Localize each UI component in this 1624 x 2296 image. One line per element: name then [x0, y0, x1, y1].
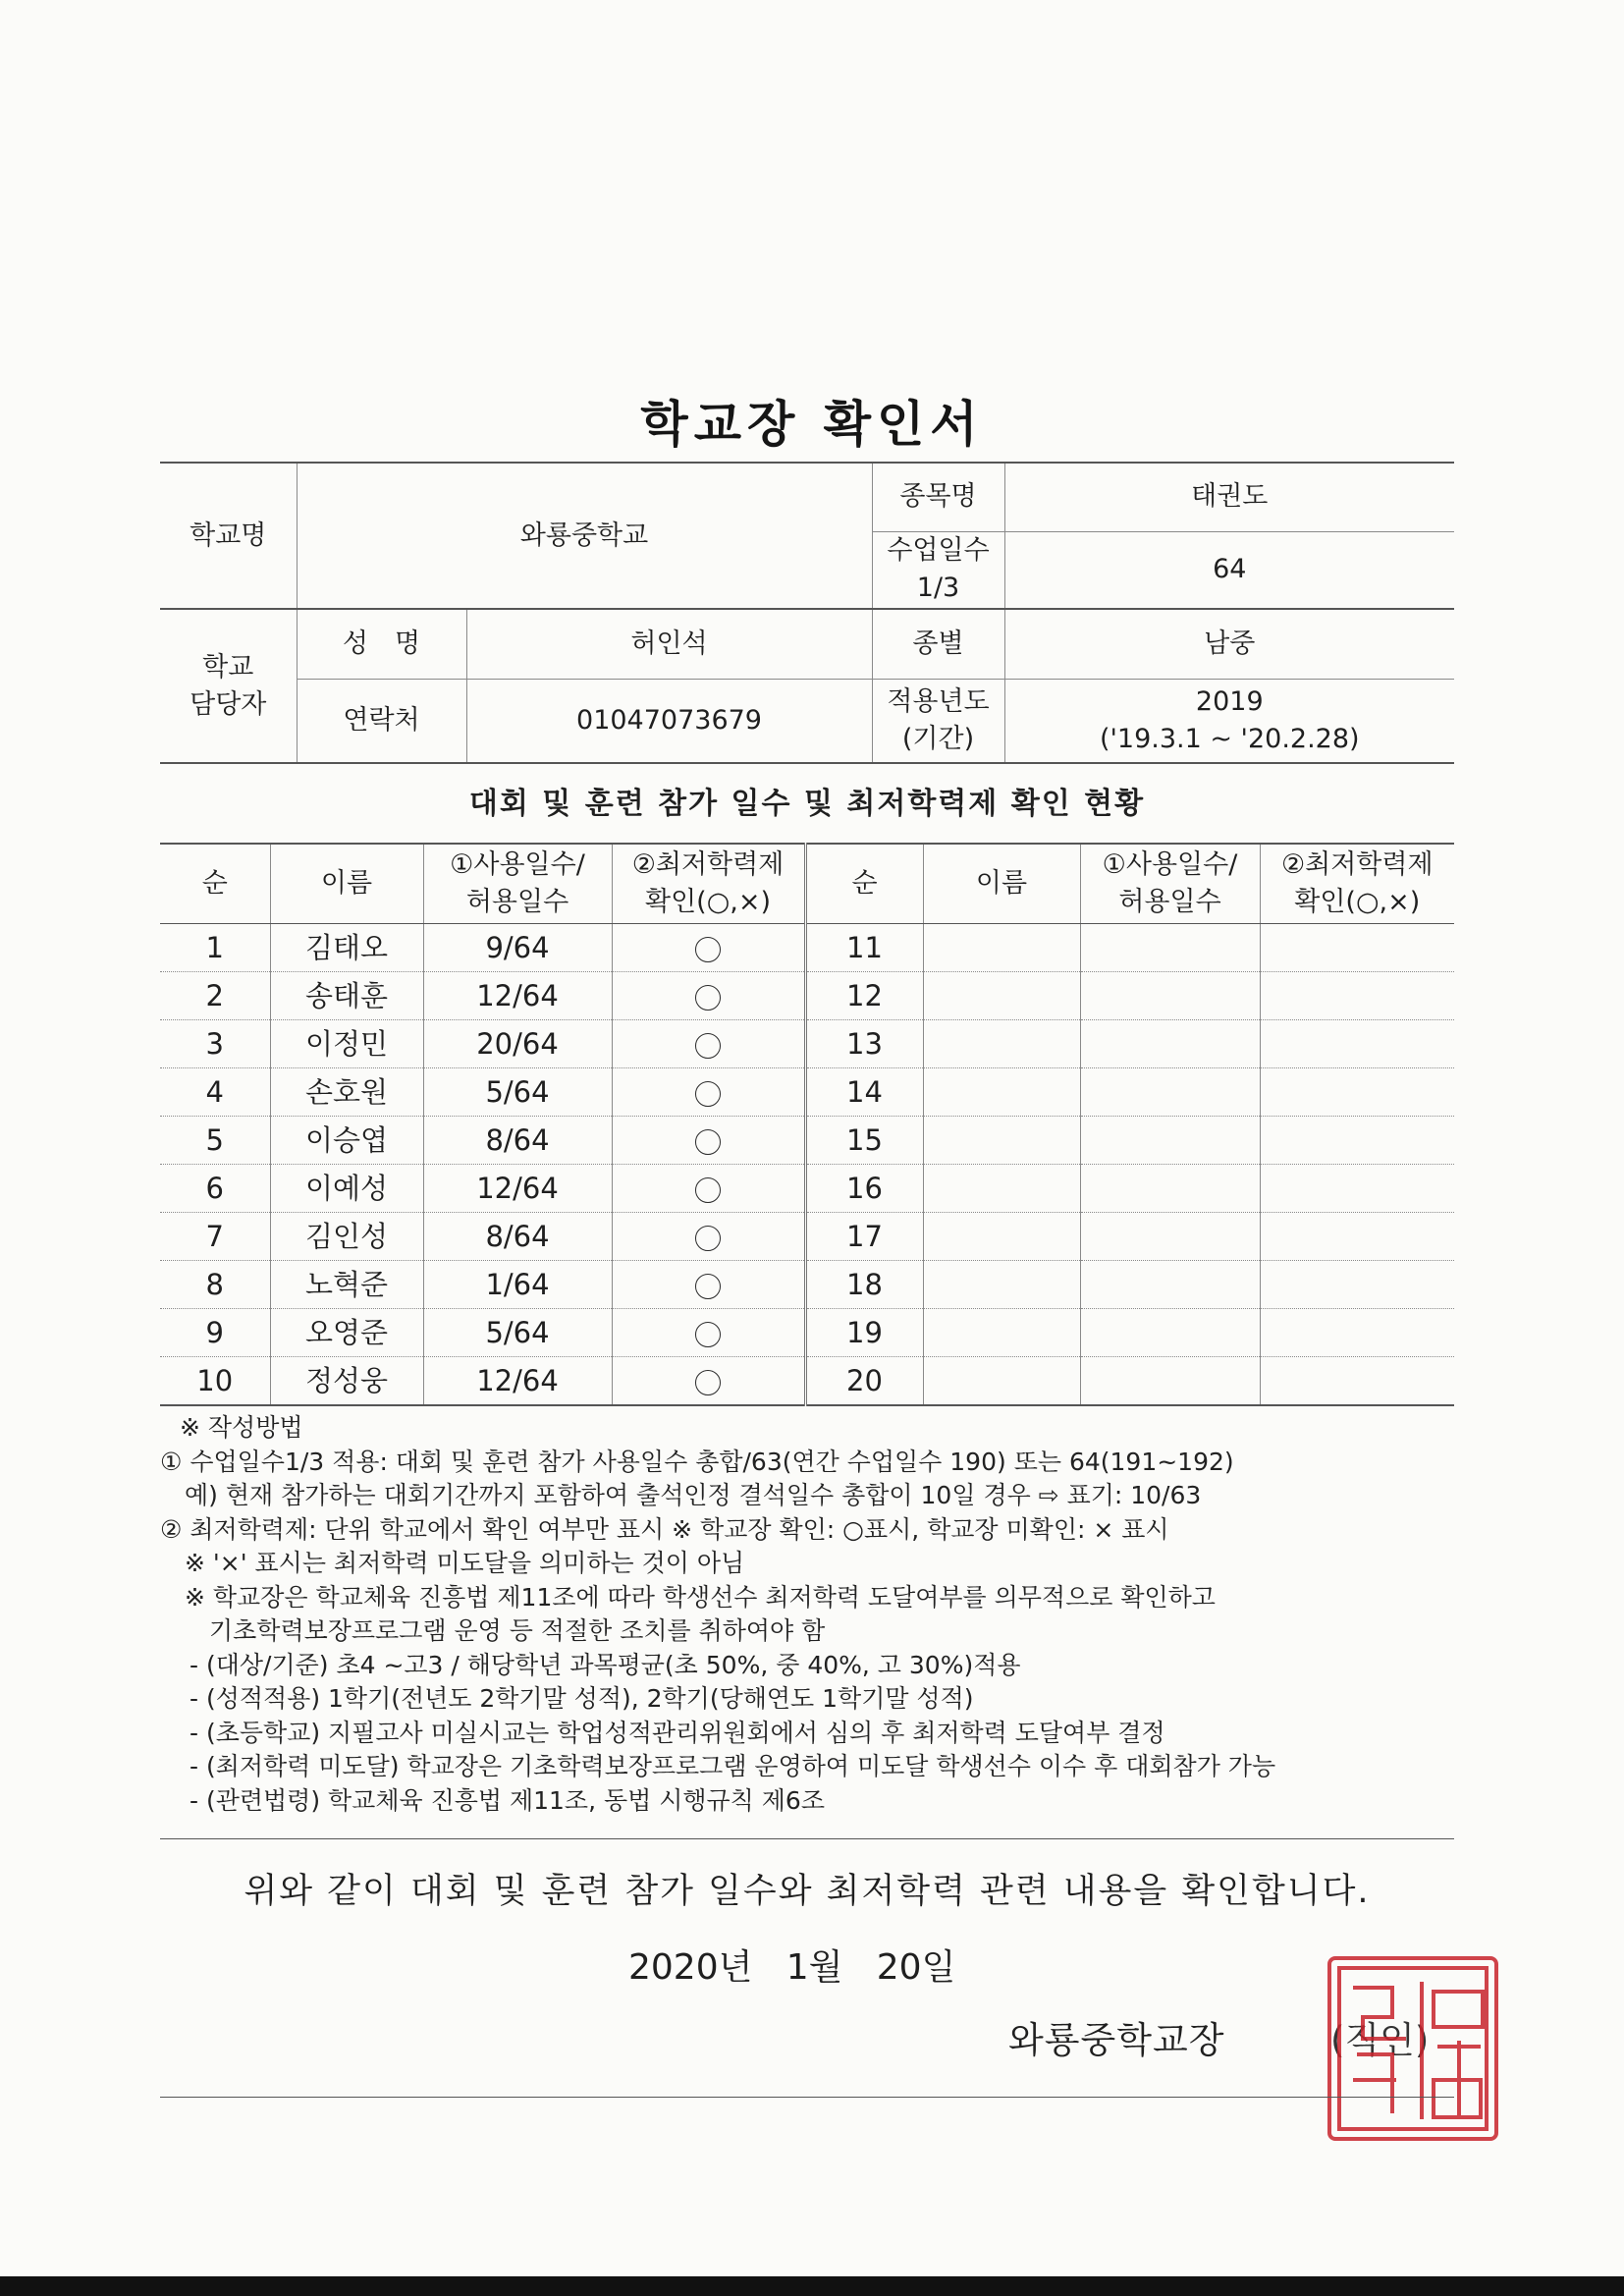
check-circle-icon: [695, 1226, 721, 1251]
contact-label: 연락처: [297, 679, 466, 763]
row-no-right: 19: [805, 1309, 923, 1357]
header-days-right: [1080, 844, 1260, 924]
check-circle-icon: [695, 1274, 721, 1299]
check-circle-icon: [695, 985, 721, 1011]
class-days-label: [872, 531, 1004, 609]
date-month: 1월: [785, 1947, 843, 1988]
applied-year: 2019: [1195, 685, 1264, 717]
row-check: [612, 924, 805, 972]
class-days-label-line1: 수업일수: [887, 535, 990, 567]
sport-value: 태권도: [1004, 463, 1454, 531]
row-check: [612, 1213, 805, 1261]
date-year: 2020년: [628, 1947, 753, 1988]
row-no-right: 13: [805, 1020, 923, 1068]
row-used-days: 1/64: [423, 1261, 612, 1309]
applied-period: ('19.3.1 ~ '20.2.28): [1099, 723, 1360, 754]
row-check-right: [1260, 1068, 1454, 1117]
manager-name-value: 허인석: [466, 609, 872, 679]
principal-signature: 와룡중학교장: [1008, 2019, 1225, 2061]
row-used-days: 12/64: [423, 1357, 612, 1406]
row-check-right: [1260, 1165, 1454, 1213]
check-circle-icon: [695, 1129, 721, 1155]
row-no-right: 20: [805, 1357, 923, 1406]
header-check-right: [1260, 844, 1454, 924]
row-used-days: 5/64: [423, 1068, 612, 1117]
table-row: [160, 1261, 1454, 1309]
row-name-right: [923, 1261, 1080, 1309]
row-check-right: [1260, 1117, 1454, 1165]
writing-instructions: [160, 1411, 1466, 1818]
check-circle-icon: [695, 1177, 721, 1203]
row-check: [612, 1165, 805, 1213]
row-no-right: 16: [805, 1165, 923, 1213]
row-name-right: [923, 1213, 1080, 1261]
table-row: [160, 1309, 1454, 1357]
table-row: [160, 924, 1454, 972]
row-used-days: 9/64: [423, 924, 612, 972]
table-row: [160, 1357, 1454, 1406]
row-used-days-right: [1080, 924, 1260, 972]
row-no: 7: [160, 1213, 270, 1261]
table-row: [160, 1117, 1454, 1165]
row-check-right: [1260, 1020, 1454, 1068]
year-value: [1004, 679, 1454, 763]
class-days-label-line2: 1/3: [916, 573, 960, 604]
row-used-days-right: [1080, 1165, 1260, 1213]
row-used-days-right: [1080, 1357, 1260, 1406]
row-no-right: 17: [805, 1213, 923, 1261]
row-name: 오영준: [270, 1309, 423, 1357]
row-check: [612, 972, 805, 1020]
header-name: 이름: [270, 844, 423, 924]
check-circle-icon: [695, 1370, 721, 1395]
row-no: 8: [160, 1261, 270, 1309]
row-name: 이정민: [270, 1020, 423, 1068]
manager-label: [160, 609, 297, 763]
row-check: [612, 1261, 805, 1309]
row-name: 손호원: [270, 1068, 423, 1117]
instruction-line: 예) 현재 참가하는 대회기간까지 포함하여 출석인정 결석일수 총합이 10일 경우 ⇨ 표기: 10/63: [160, 1481, 1202, 1509]
instruction-line: - (초등학교) 지필고사 미실시교는 학업성적관리위원회에서 심의 후 최저학력 도달여부 결정: [189, 1718, 1165, 1747]
header-name-right: 이름: [923, 844, 1080, 924]
row-used-days-right: [1080, 1117, 1260, 1165]
row-name-right: [923, 1165, 1080, 1213]
sport-label: 종목명: [872, 463, 1004, 531]
row-name: 김인성: [270, 1213, 423, 1261]
check-circle-icon: [695, 1081, 721, 1107]
instruction-line: ※ '×' 표시는 최저학력 미도달을 의미하는 것이 아님: [160, 1549, 745, 1577]
table-row: [160, 1165, 1454, 1213]
header-check-line1: ②최저학력제: [631, 849, 785, 880]
row-used-days: 12/64: [423, 972, 612, 1020]
manager-label-line2: 담당자: [189, 688, 267, 720]
instruction-line: ② 최저학력제: 단위 학교에서 확인 여부만 표시 ※ 학교장 확인: ○표시, 학교장 미확인: × 표시: [160, 1514, 1169, 1544]
row-no: 6: [160, 1165, 270, 1213]
row-name: 정성웅: [270, 1357, 423, 1406]
instruction-line: ※ 작성방법: [180, 1413, 303, 1442]
year-label-line1: 적용년도: [887, 685, 990, 717]
participation-status-table: [160, 843, 1454, 1406]
scan-edge-bar: [0, 2276, 1624, 2296]
year-label-line2: (기간): [901, 723, 975, 754]
row-no: 1: [160, 924, 270, 972]
row-name-right: [923, 1357, 1080, 1406]
row-no: 9: [160, 1309, 270, 1357]
row-used-days: 20/64: [423, 1020, 612, 1068]
header-check: [612, 844, 805, 924]
issue-date: [628, 1940, 955, 1990]
row-name-right: [923, 972, 1080, 1020]
row-no-right: 15: [805, 1117, 923, 1165]
header-days-right-line2: 허용일수: [1118, 887, 1221, 917]
row-used-days-right: [1080, 1020, 1260, 1068]
instruction-line: - (관련법령) 학교체육 진흥법 제11조, 동법 시행규칙 제6조: [189, 1785, 825, 1815]
row-check: [612, 1020, 805, 1068]
row-no: 5: [160, 1117, 270, 1165]
category-label: 종별: [872, 609, 1004, 679]
row-check-right: [1260, 1309, 1454, 1357]
row-check-right: [1260, 1261, 1454, 1309]
row-used-days-right: [1080, 1309, 1260, 1357]
header-days-line1: ①사용일수/: [450, 849, 585, 880]
contact-value: 01047073679: [466, 679, 872, 763]
row-check-right: [1260, 1213, 1454, 1261]
row-name-right: [923, 1020, 1080, 1068]
row-name-right: [923, 1117, 1080, 1165]
row-check: [612, 1117, 805, 1165]
category-value: 남중: [1004, 609, 1454, 679]
header-no-right: 순: [805, 844, 923, 924]
row-no-right: 12: [805, 972, 923, 1020]
school-name-value: 와룡중학교: [297, 463, 872, 609]
check-circle-icon: [695, 1322, 721, 1347]
row-used-days: 8/64: [423, 1117, 612, 1165]
notes-divider: [160, 1838, 1454, 1839]
row-name: 김태오: [270, 924, 423, 972]
row-check-right: [1260, 1357, 1454, 1406]
date-day: 20일: [876, 1947, 956, 1988]
row-no: 2: [160, 972, 270, 1020]
school-name-label: 학교명: [160, 463, 297, 609]
row-name-right: [923, 1309, 1080, 1357]
row-check: [612, 1357, 805, 1406]
row-name: 송태훈: [270, 972, 423, 1020]
row-used-days-right: [1080, 1068, 1260, 1117]
row-name-right: [923, 1068, 1080, 1117]
school-info-table: [160, 462, 1454, 764]
row-no-right: 11: [805, 924, 923, 972]
header-check-right-line1: ②최저학력제: [1280, 849, 1434, 880]
row-check: [612, 1068, 805, 1117]
row-name: 노혁준: [270, 1261, 423, 1309]
class-days-value: 64: [1004, 531, 1454, 609]
row-no: 10: [160, 1357, 270, 1406]
row-check: [612, 1309, 805, 1357]
row-used-days: 12/64: [423, 1165, 612, 1213]
official-seal-stamp: [1324, 1952, 1502, 2145]
instruction-line: - (성적적용) 1학기(전년도 2학기말 성적), 2학기(당해연도 1학기말 성적): [189, 1684, 974, 1713]
bottom-divider: [160, 2097, 1454, 2098]
row-name: 이예성: [270, 1165, 423, 1213]
header-no: 순: [160, 844, 270, 924]
header-days: [423, 844, 612, 924]
check-circle-icon: [695, 937, 721, 962]
table-row: [160, 1213, 1454, 1261]
row-no-right: 18: [805, 1261, 923, 1309]
table-row: [160, 1020, 1454, 1068]
document-title: 학교장 확인서: [640, 396, 984, 453]
official-seal-label: (직인): [1330, 2019, 1430, 2061]
row-name-right: [923, 924, 1080, 972]
row-used-days: 5/64: [423, 1309, 612, 1357]
row-used-days-right: [1080, 972, 1260, 1020]
row-no: 3: [160, 1020, 270, 1068]
manager-name-label: 성 명: [297, 609, 466, 679]
status-table-body: [160, 924, 1454, 1406]
row-check-right: [1260, 972, 1454, 1020]
instruction-line: 기초학력보장프로그램 운영 등 적절한 조치를 취하여야 함: [160, 1616, 826, 1645]
instruction-line: - (최저학력 미도달) 학교장은 기초학력보장프로그램 운영하여 미도달 학생선수 이수 후 대회참가 가능: [189, 1752, 1276, 1780]
instruction-line: ① 수업일수1/3 적용: 대회 및 훈련 참가 사용일수 총합/63(연간 수업일수 190) 또는 64(191~192): [160, 1447, 1234, 1476]
row-used-days-right: [1080, 1213, 1260, 1261]
row-no: 4: [160, 1068, 270, 1117]
confirmation-statement: 위와 같이 대회 및 훈련 참가 일수와 최저학력 관련 내용을 확인합니다.: [244, 1872, 1371, 1911]
check-circle-icon: [695, 1033, 721, 1059]
manager-label-line1: 학교: [202, 651, 254, 683]
year-label: [872, 679, 1004, 763]
section-title: 대회 및 훈련 참가 일수 및 최저학력제 확인 현황: [468, 787, 1146, 821]
instruction-line: ※ 학교장은 학교체육 진흥법 제11조에 따라 학생선수 최저학력 도달여부를 의무적으로 확인하고: [160, 1582, 1216, 1612]
header-check-line2: 확인(○,×): [645, 887, 771, 917]
instruction-line: - (대상/기준) 초4 ~고3 / 해당학년 과목평균(초 50%, 중 40%, 고 30%)적용: [189, 1650, 1021, 1679]
row-used-days: 8/64: [423, 1213, 612, 1261]
row-no-right: 14: [805, 1068, 923, 1117]
table-row: [160, 1068, 1454, 1117]
header-days-right-line1: ①사용일수/: [1102, 849, 1238, 880]
table-row: [160, 972, 1454, 1020]
header-days-line2: 허용일수: [465, 887, 569, 917]
row-check-right: [1260, 924, 1454, 972]
row-used-days-right: [1080, 1261, 1260, 1309]
row-name: 이승엽: [270, 1117, 423, 1165]
header-check-right-line2: 확인(○,×): [1294, 887, 1421, 917]
